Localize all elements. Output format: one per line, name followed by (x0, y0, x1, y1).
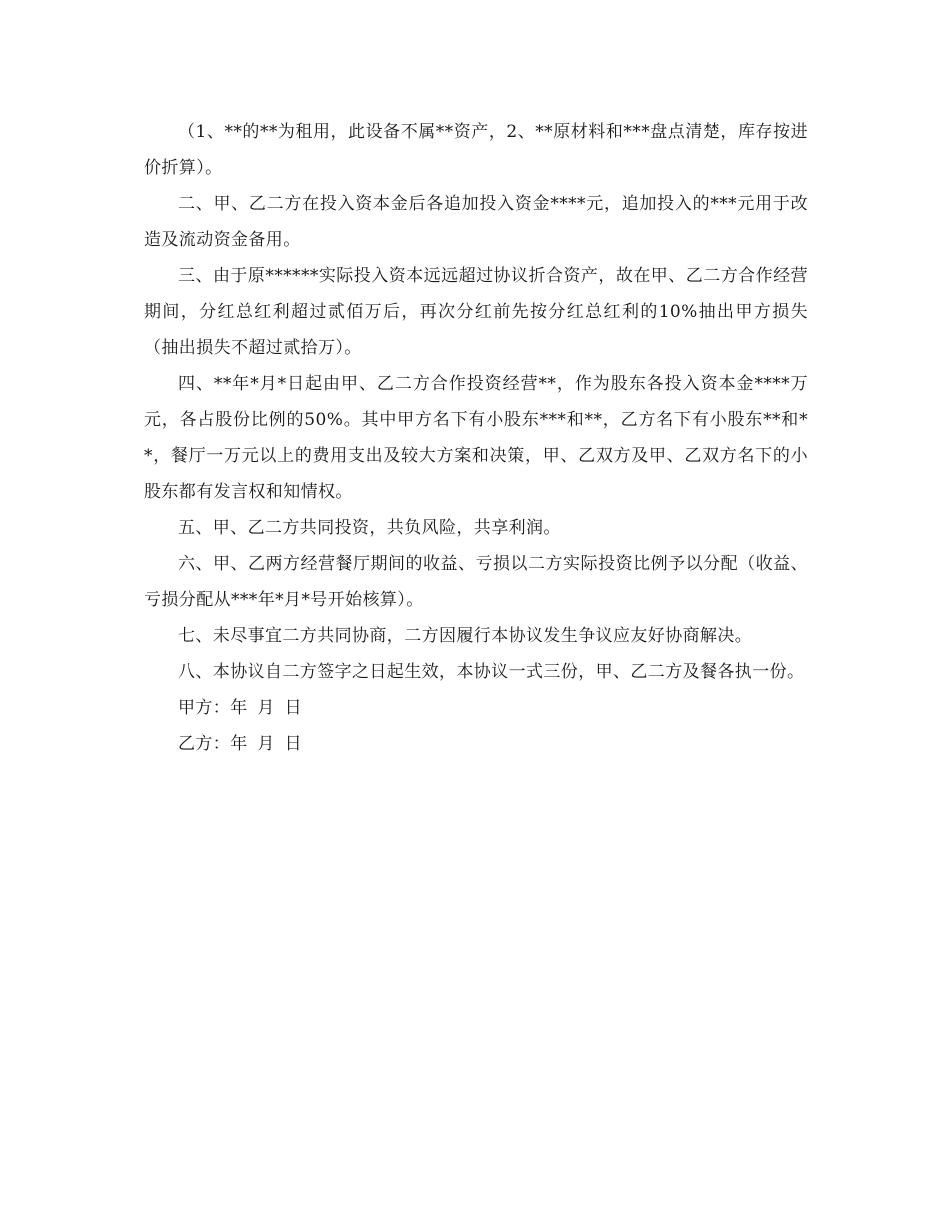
paragraph-note: （1、**的**为租用，此设备不属**资产，2、**原材料和***盘点清楚，库存按进价折算）。 (144, 122, 808, 178)
clause-4: 四、**年*月*日起由甲、乙二方合作投资经营**，作为股东各投入资本金****万元，各占股份比例的50%。其中甲方名下有小股东***和**，乙方名下有小股东**和**，餐厅一万元以上的费用支出及较大方案和决策，甲、乙双方及甲、乙双方名下的小股东都有发言权和知情权。 (144, 374, 808, 502)
signature-party-a: 甲方：年 月 日 (178, 698, 303, 718)
clause-7: 七、未尽事宜二方共同协商，二方因履行本协议发生争议应友好协商解决。 (178, 626, 753, 646)
signature-party-b: 乙方：年 月 日 (178, 734, 303, 754)
clause-2: 二、甲、乙二方在投入资本金后各追加投入资金****元，追加投入的***元用于改造及流动资金备用。 (144, 194, 808, 250)
clause-8: 八、本协议自二方签字之日起生效，本协议一式三份，甲、乙二方及餐各执一份。 (178, 662, 805, 682)
clause-3: 三、由于原******实际投入资本远远超过协议折合资产，故在甲、乙二方合作经营期间，分红总红利超过贰佰万后，再次分红前先按分红总红利的10%抽出甲方损失（抽出损失不超过贰拾万）。 (144, 266, 808, 358)
clause-6: 六、甲、乙两方经营餐厅期间的收益、亏损以二方实际投资比例予以分配（收益、亏损分配从***年*月*号开始核算）。 (144, 554, 808, 610)
clause-5: 五、甲、乙二方共同投资，共负风险，共享利润。 (178, 518, 561, 538)
document-page (144, 114, 808, 762)
